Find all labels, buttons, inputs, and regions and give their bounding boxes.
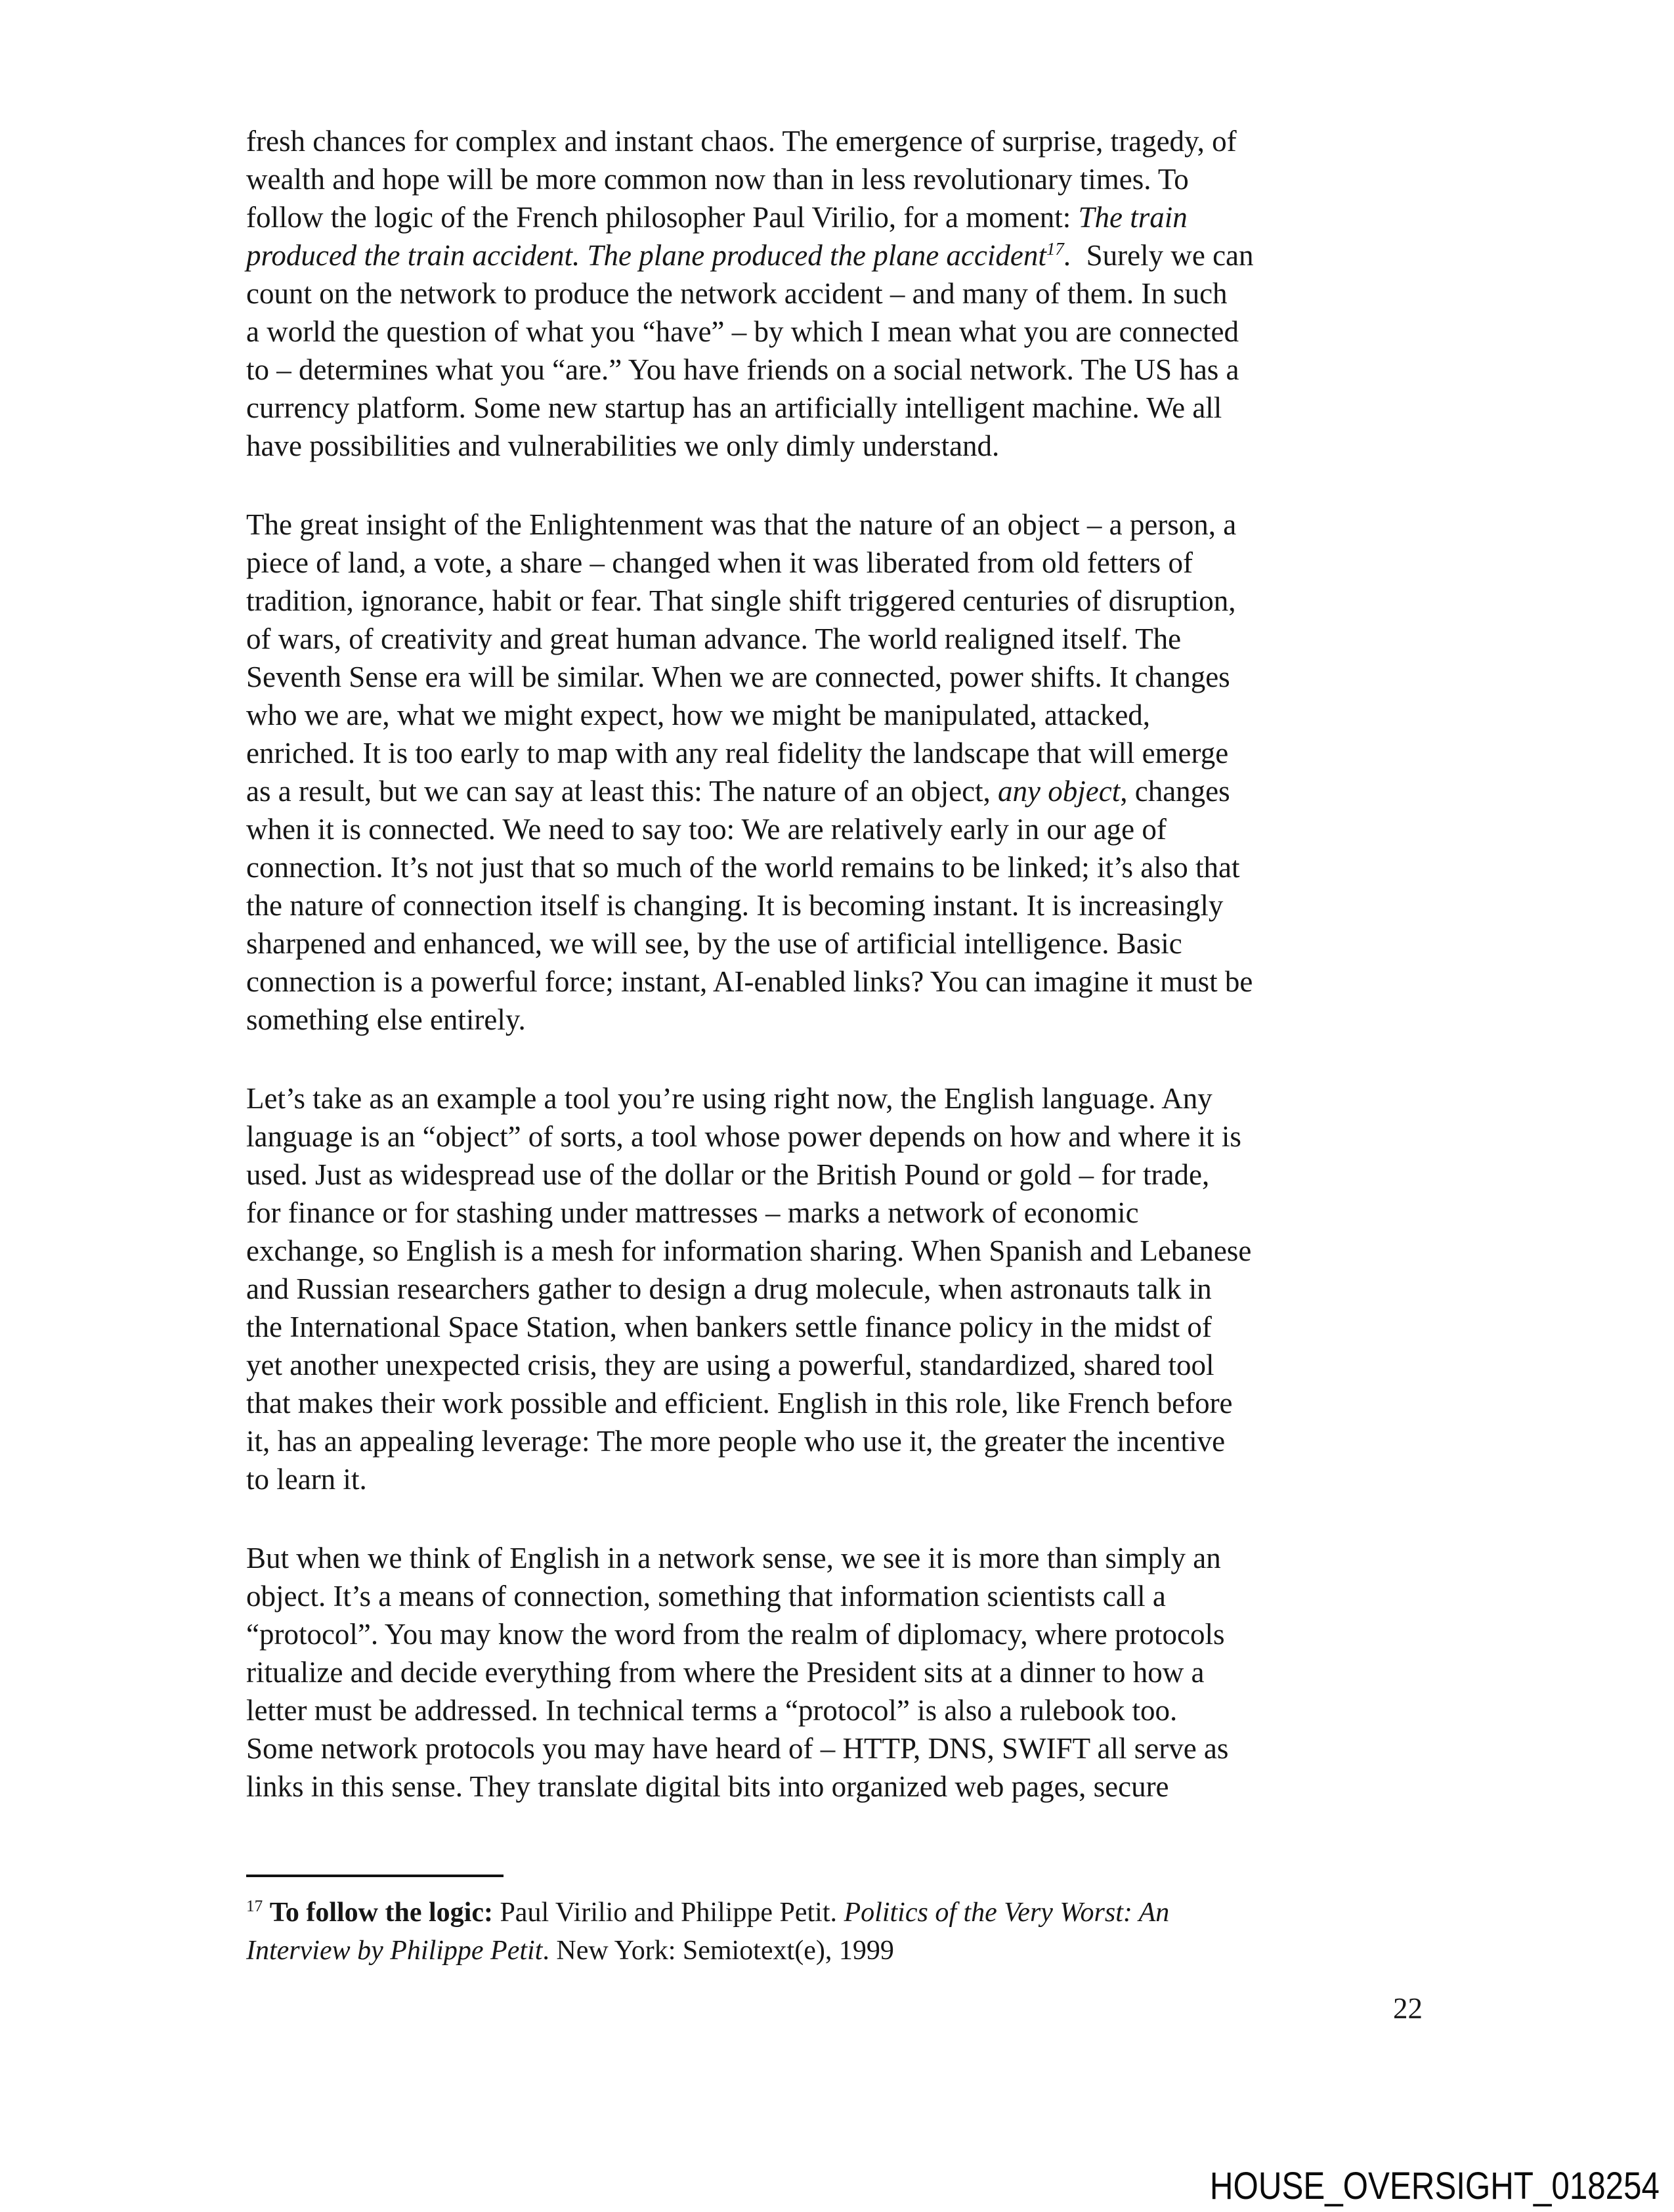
paragraph xyxy=(246,1539,1434,1806)
text-line: object. It’s a means of connection, something that information scientists call a xyxy=(246,1580,1166,1613)
text-line: used. Just as widespread use of the dollar or the British Pound or gold – for trade, xyxy=(246,1158,1210,1191)
paragraph xyxy=(246,1079,1434,1498)
text-line: it, has an appealing leverage: The more people who use it, the greater the incentive xyxy=(246,1425,1226,1458)
text-line: letter must be addressed. In technical terms a “protocol” is also a rulebook too. xyxy=(246,1694,1178,1727)
text-line: enriched. It is too early to map with any real fidelity the landscape that will emerge xyxy=(246,737,1229,770)
text-line: the nature of connection itself is changing. It is becoming instant. It is increasingly xyxy=(246,889,1224,922)
text-line: language is an “object” of sorts, a tool whose power depends on how and where it is xyxy=(246,1120,1241,1153)
text-line: follow the logic of the French philosopher Paul Virilio, for a moment: The train xyxy=(246,201,1188,234)
paragraph xyxy=(246,506,1434,1039)
text-line: links in this sense. They translate digital bits into organized web pages, secure xyxy=(246,1770,1169,1803)
text-line: currency platform. Some new startup has an artificially intelligent machine. We all xyxy=(246,391,1222,424)
text-line: “protocol”. You may know the word from the realm of diplomacy, where protocols xyxy=(246,1618,1225,1651)
text-line: fresh chances for complex and instant chaos. The emergence of surprise, tragedy, of xyxy=(246,125,1237,158)
text-line: connection. It’s not just that so much of the world remains to be linked; it’s also that xyxy=(246,851,1240,884)
text-line: to – determines what you “are.” You have friends on a social network. The US has a xyxy=(246,353,1239,386)
text-line: sharpened and enhanced, we will see, by the use of artificial intelligence. Basic xyxy=(246,927,1182,960)
text-line: exchange, so English is a mesh for information sharing. When Spanish and Lebanese xyxy=(246,1234,1252,1267)
text-line: and Russian researchers gather to design a drug molecule, when astronauts talk in xyxy=(246,1272,1212,1305)
text-line: who we are, what we might expect, how we might be manipulated, attacked, xyxy=(246,699,1151,731)
text-line: the International Space Station, when bankers settle finance policy in the midst of xyxy=(246,1311,1212,1343)
text-line: connection is a powerful force; instant, AI-enabled links? You can imagine it must be xyxy=(246,965,1253,998)
text-line: ritualize and decide everything from where the President sits at a dinner to how a xyxy=(246,1656,1205,1689)
text-line: But when we think of English in a network sense, we see it is more than simply an xyxy=(246,1542,1221,1574)
text-line: yet another unexpected crisis, they are using a powerful, standardized, shared tool xyxy=(246,1349,1214,1381)
text-line: as a result, but we can say at least this: The nature of an object, any object, changes xyxy=(246,775,1230,808)
body-text xyxy=(246,122,1434,1846)
footnote xyxy=(246,1894,1434,1970)
text-line: wealth and hope will be more common now than in less revolutionary times. To xyxy=(246,163,1189,196)
text-line: that makes their work possible and efficient. English in this role, like French before xyxy=(246,1387,1233,1420)
text-line: $^{17}$ To follow the logic: Paul Virilio and Philippe Petit. Politics of the Very Worst: An xyxy=(246,1898,1170,1928)
text-line: a world the question of what you “have” – by which I mean what you are connected xyxy=(246,315,1239,348)
page-number: 22 xyxy=(1393,1992,1423,2025)
footnote-separator-rule xyxy=(246,1875,504,1877)
text-line: of wars, of creativity and great human advance. The world realigned itself. The xyxy=(246,622,1182,655)
text-line: to learn it. xyxy=(246,1463,367,1496)
text-line: Seventh Sense era will be similar. When we are connected, power shifts. It changes xyxy=(246,661,1230,693)
text-line: Interview by Philippe Petit. New York: Semiotext(e), 1999 xyxy=(246,1936,894,1966)
text-line: when it is connected. We need to say too: We are relatively early in our age of xyxy=(246,813,1167,846)
bates-stamp: HOUSE_OVERSIGHT_018254 xyxy=(1209,2165,1660,2207)
text-line: count on the network to produce the network accident – and many of them. In such xyxy=(246,277,1228,310)
text-line: The great insight of the Enlightenment was that the nature of an object – a person, a xyxy=(246,508,1237,541)
paragraph xyxy=(246,122,1434,465)
text-line: produced the train accident. The plane produced the plane accident$^{17}$. Surely we can xyxy=(246,239,1254,272)
text-line: have possibilities and vulnerabilities we only dimly understand. xyxy=(246,429,1000,462)
text-line: tradition, ignorance, habit or fear. That single shift triggered centuries of disruption, xyxy=(246,584,1236,617)
text-line: for finance or for stashing under mattresses – marks a network of economic xyxy=(246,1196,1139,1229)
text-line: Let’s take as an example a tool you’re using right now, the English language. Any xyxy=(246,1082,1213,1115)
text-line: something else entirely. xyxy=(246,1003,526,1036)
text-line: Some network protocols you may have heard of – HTTP, DNS, SWIFT all serve as xyxy=(246,1732,1229,1765)
text-line: piece of land, a vote, a share – changed when it was liberated from old fetters of xyxy=(246,546,1193,579)
